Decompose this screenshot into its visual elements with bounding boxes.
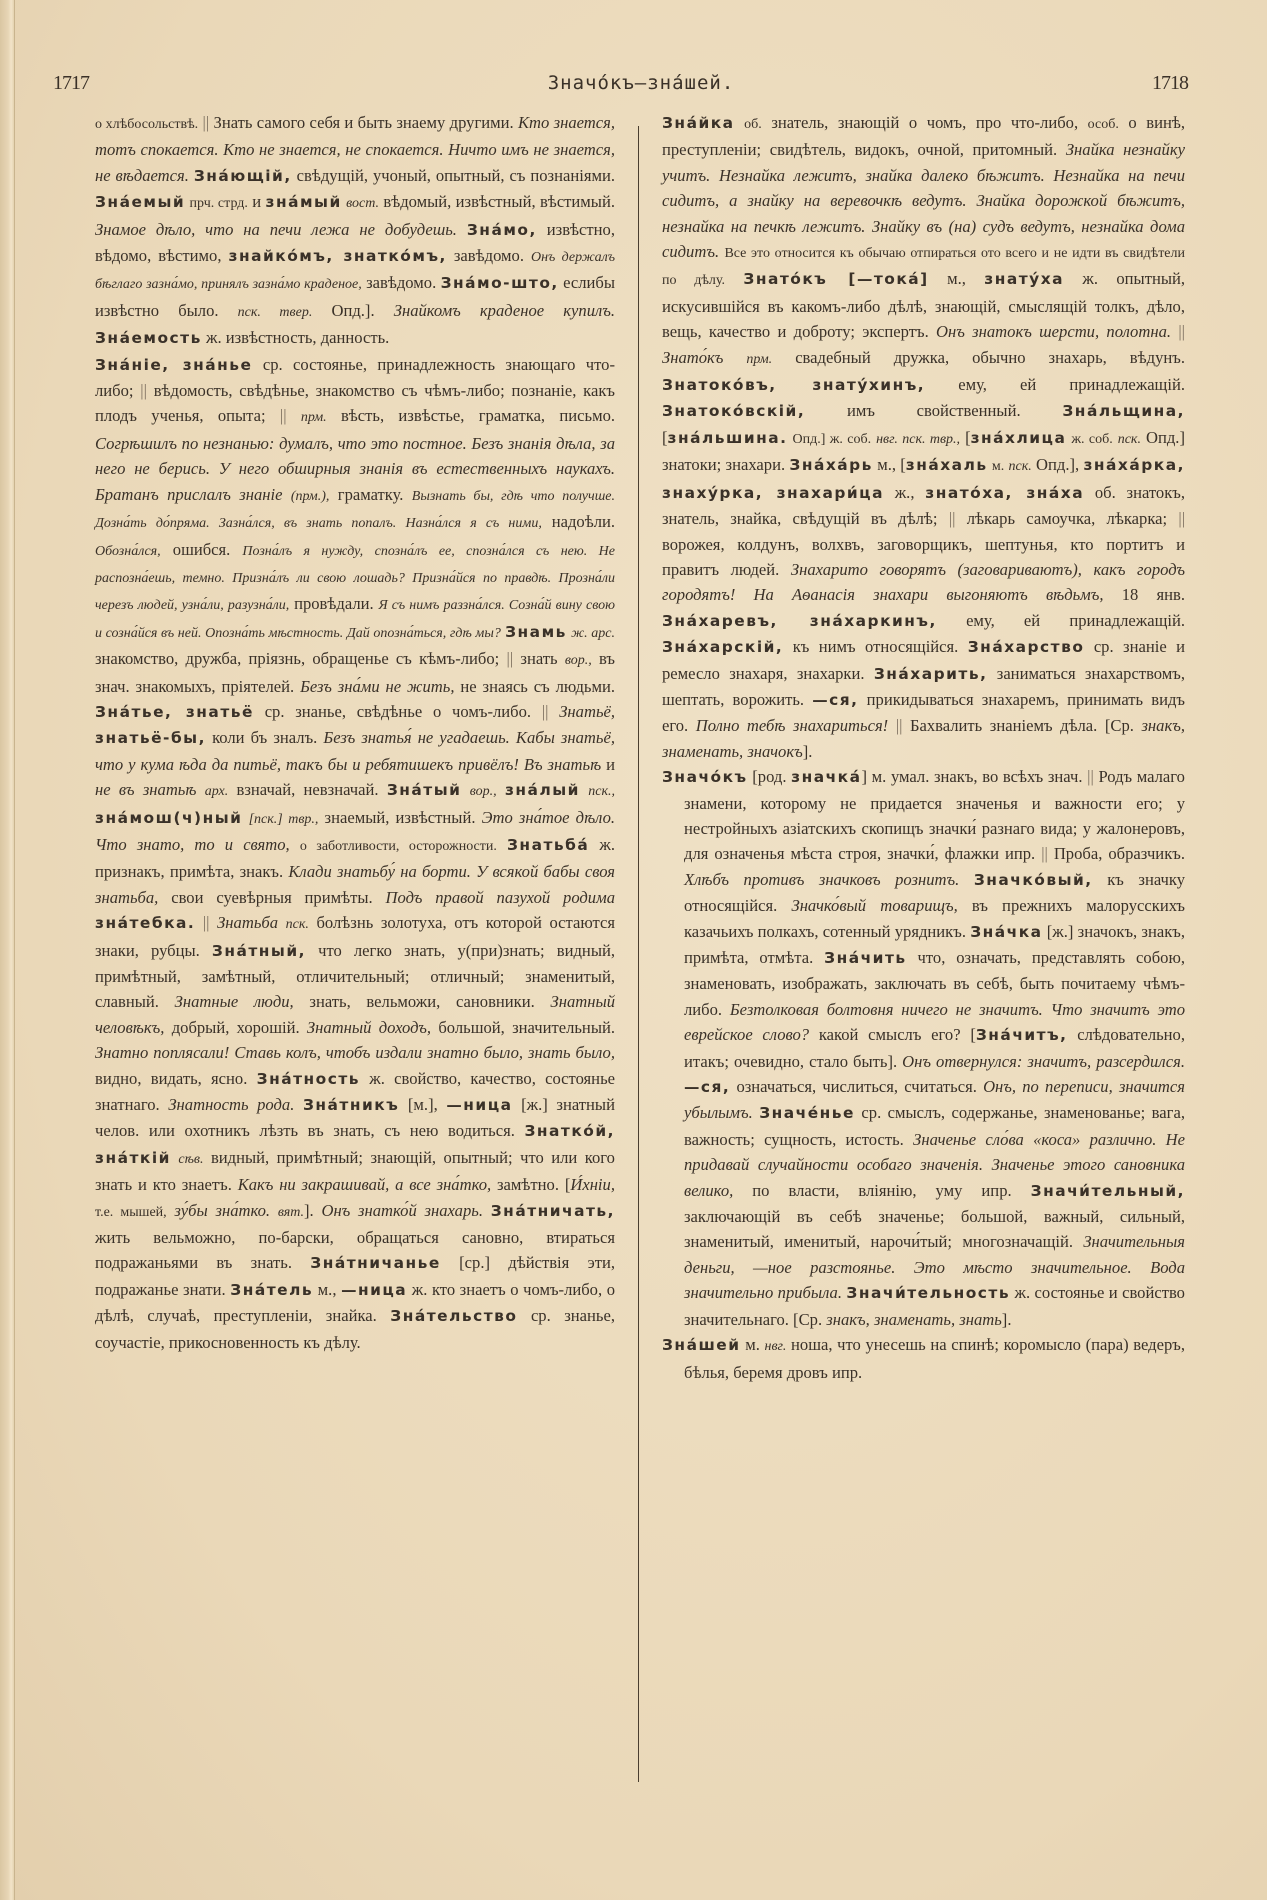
headword: Зна́мо-што, bbox=[440, 274, 559, 293]
headword: Зна́тничать, bbox=[490, 1201, 615, 1220]
headword: —ся, bbox=[812, 690, 859, 709]
headword: знайко́мъ, знатко́мъ, bbox=[228, 247, 447, 266]
headword: зна́халь bbox=[905, 456, 988, 475]
headword: —ница bbox=[446, 1096, 513, 1115]
headword: Зна́харство bbox=[967, 638, 1085, 657]
headword: знату́ха bbox=[984, 270, 1065, 289]
headword: зна́мый bbox=[265, 193, 342, 212]
headword: Зна́харскій, bbox=[662, 638, 784, 657]
headword: зна́льшина. bbox=[667, 428, 788, 447]
headword: зна́ха́рка, знаху́рка, знахари́ца bbox=[662, 456, 1185, 502]
headword: Зна́емый bbox=[95, 193, 186, 212]
page bbox=[15, 0, 1267, 1900]
headword: Зна́чка bbox=[970, 922, 1043, 941]
headword: зна́тебка. bbox=[95, 914, 196, 933]
headword: Значко́вый, bbox=[973, 870, 1093, 889]
headword: Зна́тый bbox=[386, 781, 462, 800]
page-number-right: 1718 bbox=[1152, 72, 1188, 94]
dictionary-entry-znayka: Зна́йка об. знатель, знающій о чомъ, про что-либо, особ. о винѣ, преступленіи; свидѣтель, видокъ, очной, притомный. Знайка незнайку учитъ. Незнайка лежитъ, знайка далеко бѣжитъ. Незнайка на печи сидитъ, а знайку на веревочкѣ ведутъ. Знайка дорожкой бѣжитъ, незнайка на печкѣ лежитъ. Знайку въ (на) судъ ведутъ, незнайка дома сидитъ. Все это относится къ обычаю отпираться ото всего и не идти въ свидѣтели по дѣлу. Знато́къ [—тока́] м., знату́ха ж. опытный, искусившійся въ какомъ-либо дѣлѣ, знающій, смыслящій толкъ, дѣло, вещь, качество и доброту; экспертъ. Онъ знатокъ шерсти, полотна. || Знато́къ прм. свадебный дружка, обычно знахарь, вѣдунъ. Знатоко́въ, знату́хинъ, ему, ей принадлежащій. Знатоко́вскій, имъ свойственный. Зна́льщина, [зна́льшина. Опд.] ж. соб. нвг. пск. твр., [зна́хлица ж. соб. пск. Опд.] знатоки; знахари. Зна́ха́рь м., [зна́халь м. пск. Опд.], зна́ха́рка, знаху́рка, знахари́ца ж., знато́ха, зна́ха об. знатокъ, знатель, знайка, свѣдущій въ дѣлѣ; || лѣкарь самоучка, лѣкарка; || ворожея, колдунъ, волхвъ, заговорщикъ, шептунья, кто портитъ и правитъ людей. Знахарито говорятъ (заговариваютъ), какъ городъ городятъ! На Аѳанасія знахари выгоняютъ вѣдьмъ, 18 янв. Зна́харевъ, зна́харкинъ, ему, ей принадлежащій. Зна́харскій, къ нимъ относящійся. Зна́харство ср. знаніе и ремесло знахаря, знахарки. Зна́харить, заниматься знахарствомъ, шептать, ворожить. —ся, прикидываться знахаремъ, принимать видъ его. Полно тебѣ знахариться! || Бахвалить знаніемъ дѣла. [Ср. знакъ, знаменать, значокъ]. bbox=[662, 113, 1186, 761]
headword: Знато́къ [—тока́] bbox=[743, 270, 929, 289]
dictionary-entry-znanie: Зна́ніе, зна́нье ср. состоянье, принадлежность знающаго что-либо; || вѣдомость, свѣдѣнье, знакомство съ чѣмъ-либо; познаніе, какъ плодъ ученья, опыта; || прм. вѣсть, извѣстье, граматка, письмо. Согрѣшилъ по незнанью: думалъ, что это постное. Безъ знанія дѣла, за него не берись. У него обширныя знанія въ естественныхъ наукахъ. Братанъ прислалъ знаніе (прм.), граматку. Вызнать бы, гдѣ что получше. Дозна́ть до́пряма. Зазна́лся, въ знать попалъ. Назна́лся я съ ними, надоѣли. Обозна́лся, ошибся. Позна́лъ я нужду, спозна́лъ ее, спозна́лся съ нею. Не распозна́ешь, темно. Призна́лъ ли свою лошадь? Призна́йся по правдѣ. Прозна́ли черезъ людей, узна́ли, разузна́ли, провѣдали. Я съ нимъ раззна́лся. Созна́й вину свою и созна́йся въ ней. Опозна́ть мѣстность. Дай опозна́ться, гдѣ мы? Знамь ж. арс. знакомство, дружба, пріязнь, обращенье съ кѣмъ-либо; || знать вор., въ знач. знакомыхъ, пріятелей. Безъ зна́ми не жить, не знаясь съ людьми. Зна́тье, знатьё ср. знанье, свѣдѣнье о чомъ-либо. || Знатьё, знатьё-бы, коли бъ зналъ. Безъ знатья́ не угадаешь. Кабы знатьё, что у кума ѣда да питьё, такъ бы и ребятишекъ привёлъ! Въ знатьѣ и не въ знатьѣ арх. взначай, невзначай. Зна́тый вор., зна́лый пск., зна́мош(ч)ный [пск.] твр., знаемый, извѣстный. Это зна́тое дѣло. Что знато, то и свято, о заботливости, осторожности. Знатьба́ ж. признакъ, примѣта, знакъ. Клади знатьбу́ на борти. У всякой бабы своя знатьба, свои суевѣрныя примѣты. Подъ правой пазухой родима зна́тебка. || Знатьба пск. болѣзнь золотуха, отъ которой остаются знаки, рубцы. Зна́тный, что легко знать, у(при)знать; видный, примѣтный, замѣтный, отличительный; отличный; знаменитый, славный. Знатные люди, знать, вельможи, сановники. Знатный человѣкъ, добрый, хорошій. Знатный доходъ, большой, значительный. Знатно поплясали! Ставь колъ, чтобъ издали знатно было, знать было, видно, видать, ясно. Зна́тность ж. свойство, качество, состоянье знатнаго. Знатность рода. Зна́тникъ [м.], —ница [ж.] знатный челов. или охотникъ лѣзть въ знать, съ нею водиться. Знатко́й, зна́ткій сѣв. видный, примѣтный; знающій, опытный; что или кого знать и кто знаетъ. Какъ ни закрашивай, а все зна́тко, замѣтно. [И́хніи, т.е. мышей, зу́бы зна́тко. вят.]. Онъ знатко́й знахарь. Зна́тничать, жить вельможно, по-барски, обращаться сановно, втираться подражаньями въ знать. Зна́тничанье [ср.] дѣйствія эти, подражанье знати. Зна́тель м., —ница ж. кто знаетъ о чомъ-либо, о дѣлѣ, случаѣ, преступленіи, знайка. Зна́тельство ср. знанье, соучастіе, прикосновенность къ дѣлу. bbox=[95, 354, 616, 1352]
headword: Зна́ющій, bbox=[193, 166, 292, 185]
headword: Зна́харевъ, зна́харкинъ, bbox=[662, 611, 937, 630]
headword: Знамь bbox=[505, 622, 567, 641]
headword: Зна́емость bbox=[95, 329, 202, 348]
headword: Знатьба́ bbox=[507, 835, 590, 854]
headword: Зна́йка bbox=[662, 114, 735, 132]
headword: —ся, bbox=[684, 1078, 731, 1097]
headword: —ница bbox=[341, 1280, 408, 1299]
running-head bbox=[15, 72, 1267, 102]
headword: Зна́ніе, зна́нье bbox=[95, 355, 253, 374]
headword: Значи́тельность bbox=[846, 1284, 1011, 1303]
column-divider bbox=[638, 126, 639, 1782]
headword: Зна́тность bbox=[256, 1069, 360, 1088]
headword: Зна́харить, bbox=[873, 664, 988, 683]
headword: Знатоко́вскій, bbox=[662, 402, 806, 421]
page-binding-edge bbox=[0, 0, 15, 1900]
headword: Значо́къ bbox=[662, 768, 748, 787]
dictionary-entry-znachok: Значо́къ [род. значка́] м. умал. знакъ, во всѣхъ знач. || Родъ малаго знамени, которому не придается значенья и важности его; у нестройныхъ азіатскихъ скопищъ значки́ разнаго вида; у жалонеровъ, для означенья мѣста строя, значки́, флажки ипр. || Проба, образчикъ. Хлѣбъ противъ значковъ рознитъ. Значко́вый, къ значку относящійся. Значко́вый товарищъ, въ прежнихъ малорусскихъ казачьихъ полкахъ, сотенный урядникъ. Зна́чка [ж.] значокъ, знакъ, примѣта, отмѣта. Зна́чить что, означать, представлять собою, знаменовать, изображать, заключать въ себѣ, быть почитаему чѣмъ-либо. Безтолковая болтовня ничего не значитъ. Что значитъ это еврейское слово? какой смыслъ его? [Зна́читъ, слѣдовательно, итакъ; очевидно, стало быть]. Онъ отвернулся: значитъ, разсердился. —ся, означаться, числиться, считаться. Онъ, по переписи, значится убылымъ. Значе́нье ср. смыслъ, содержанье, знаменованье; вага, важность; сущность, истость. Значенье сло́ва «коса» различно. Не придавай случайности особаго значенія. Значенье этого сановника велико, по власти, вліянію, уму ипр. Значи́тельный, заключающій въ себѣ значенье; большой, важный, сильный, знаменитый, именитый, нарочи́тый; многозначащій. Значительныя деньги, —ное разстоянье. Это мѣсто значительное. Вода значительно прибыла. Значи́тельность ж. состоянье и свойство значительнаго. [Ср. знакъ, знаменать, знать]. bbox=[662, 767, 1186, 1329]
page-number-left: 1717 bbox=[53, 72, 89, 94]
headword: Зна́тничанье bbox=[310, 1254, 441, 1273]
headword: Зна́тье, знатьё bbox=[95, 702, 254, 721]
headword: Значе́нье bbox=[759, 1104, 855, 1123]
headword: Зна́ха́рь bbox=[789, 456, 873, 475]
headword: Зна́льщина, bbox=[1062, 402, 1185, 421]
headword: зна́лый bbox=[504, 781, 580, 800]
dictionary-entry-znashey: Зна́шей м. нвг. ноша, что унесешь на спинѣ; коромысло (пара) ведеръ, бѣлья, беремя дровъ ипр. bbox=[662, 1335, 1185, 1382]
headword: Знатко́й, зна́ткій bbox=[95, 1122, 615, 1167]
headword: значка́ bbox=[791, 768, 862, 787]
headword: знатьё-бы, bbox=[95, 729, 206, 748]
headword: Значи́тельный, bbox=[1030, 1181, 1186, 1200]
headword: Зна́шей bbox=[662, 1336, 741, 1355]
headword: Зна́тель bbox=[230, 1280, 314, 1299]
dictionary-entry-znat-cont: о хлѣбосольствѣ. || Знать самого себя и быть знаему другими. Кто знается, тотъ спокается. Кто не знается, не спокается. Ничто имъ не знается, не вѣдается. Зна́ющій, свѣдущій, учоный, опытный, съ познаніями. Зна́емый прч. стрд. и зна́мый вост. вѣдомый, извѣстный, вѣстимый. Знамое дѣло, что на печи лежа не добудешь. Зна́мо, извѣстно, вѣдомо, вѣстимо, знайко́мъ, знатко́мъ, завѣдомо. Онъ держалъ бѣглаго зазна́мо, принялъ зазна́мо краденое, завѣдомо. Зна́мо-што, еслибы извѣстно было. пск. твер. Опд.]. Знайкомъ краденое купилъ. Зна́емость ж. извѣстность, данность. bbox=[95, 113, 616, 348]
headword: знато́ха, зна́ха bbox=[925, 483, 1085, 502]
headword: Знатоко́въ, знату́хинъ, bbox=[662, 376, 926, 395]
headword: Зна́тельство bbox=[390, 1307, 518, 1326]
headword: Зна́тникъ bbox=[302, 1096, 400, 1115]
headword: Зна́чить bbox=[824, 949, 907, 967]
headword: Зна́мо, bbox=[466, 220, 537, 239]
left-column bbox=[95, 110, 615, 1355]
headword: зна́мош(ч)ный bbox=[95, 808, 243, 827]
page-title: Значо́къ—зна́шей. bbox=[547, 72, 735, 94]
right-column bbox=[662, 110, 1185, 1385]
headword: Зна́тный, bbox=[211, 941, 306, 960]
headword: зна́хлица bbox=[970, 428, 1067, 447]
headword: Зна́читъ, bbox=[975, 1026, 1068, 1045]
